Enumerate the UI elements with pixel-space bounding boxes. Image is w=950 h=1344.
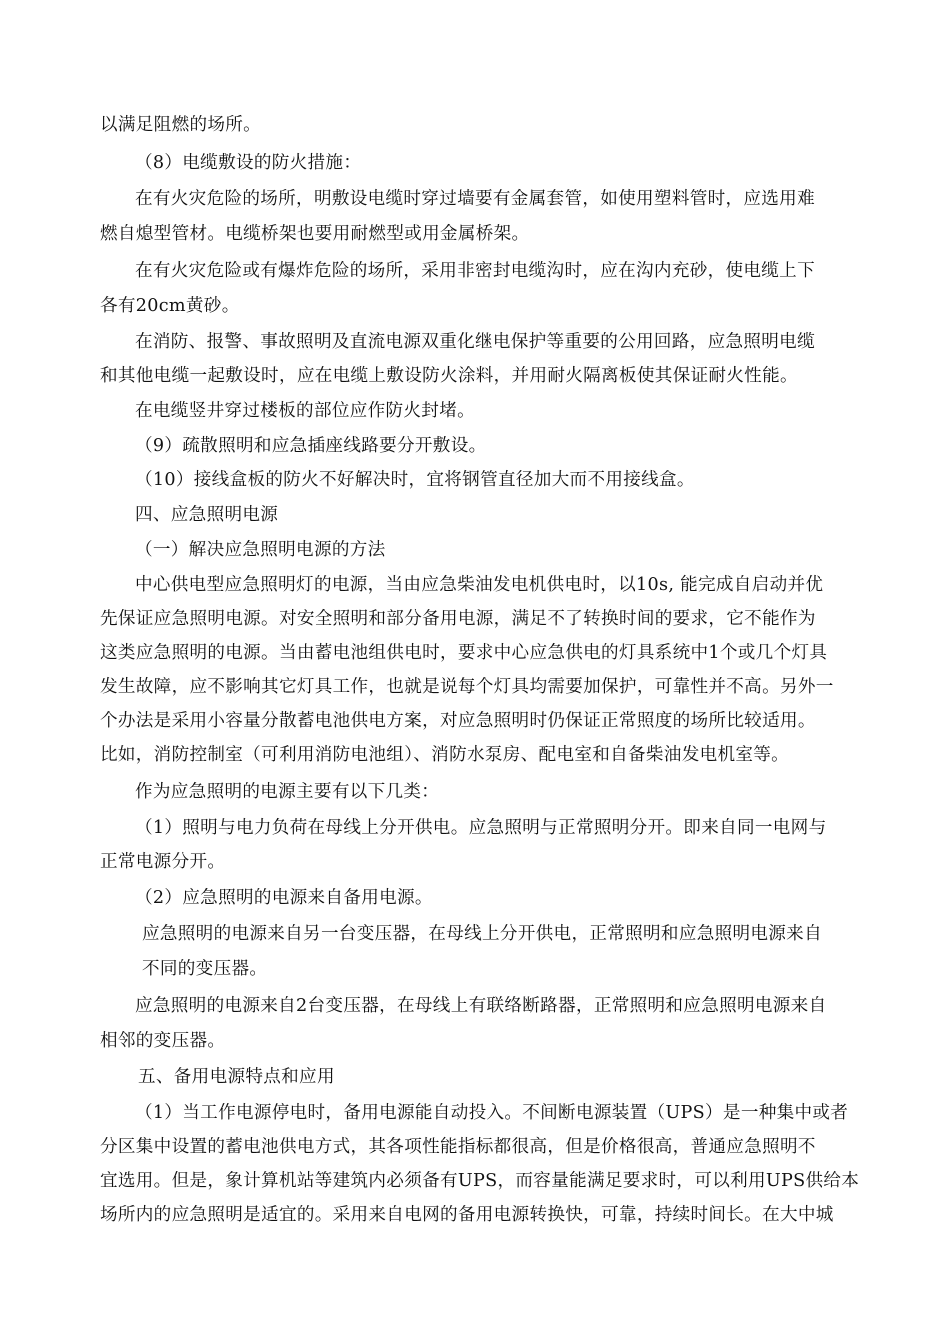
text-line: （2）应急照明的电源来自备用电源。 (135, 888, 433, 908)
text-line: 先保证应急照明电源。对安全照明和部分备用电源，满足不了转换时间的要求，它不能作为 (100, 609, 816, 629)
text-line: 比如，消防控制室（可利用消防电池组）、消防水泵房、配电室和自备柴油发电机室等。 (100, 745, 790, 765)
text-line: 在有火灾危险的场所，明敷设电缆时穿过墙要有金属套管，如使用塑料管时，应选用难 (135, 189, 815, 209)
text-line: （9）疏散照明和应急插座线路要分开敷设。 (135, 436, 487, 456)
text-line: 发生故障，应不影响其它灯具工作，也就是说每个灯具均需要加保护，可靠性并不高。另外一 (100, 677, 834, 697)
text-line: 中心供电型应急照明灯的电源，当由应急柴油发电机供电时，以10s, 能完成自启动并优 (135, 575, 824, 595)
text-line: （10）接线盒板的防火不好解决时，宜将钢管直径加大而不用接线盒。 (135, 470, 695, 490)
text-line: （1）当工作电源停电时，备用电源能自动投入。不间断电源装置（UPS）是一种集中或者 (135, 1103, 849, 1123)
text-line: 各有20cm黄砂。 (100, 296, 240, 316)
text-line: 应急照明的电源来自另一台变压器，在母线上分开供电，正常照明和应急照明电源来自 (142, 924, 822, 944)
text-line: 分区集中设置的蓄电池供电方式，其各项性能指标都很高，但是价格很高，普通应急照明不 (100, 1137, 816, 1157)
section-heading: （一）解决应急照明电源的方法 (135, 540, 386, 560)
text-line: 个办法是采用小容量分散蓄电池供电方案，对应急照明时仍保证正常照度的场所比较适用。 (100, 711, 816, 731)
text-line: 应急照明的电源来自2台变压器，在母线上有联络断路器，正常照明和应急照明电源来自 (135, 996, 827, 1016)
text-line: 这类应急照明的电源。当由蓄电池组供电时，要求中心应急供电的灯具系统中1个或几个灯具 (100, 643, 828, 663)
text-line: 在电缆竖井穿过楼板的部位应作防火封堵。 (135, 401, 475, 421)
text-line: 正常电源分开。 (100, 852, 226, 872)
text-line: 以满足阻燃的场所。 (100, 115, 262, 135)
section-heading: （8）电缆敷设的防火措施： (135, 153, 362, 173)
section-heading: 五、备用电源特点和应用 (138, 1067, 335, 1087)
text-line: （1）照明与电力负荷在母线上分开供电。应急照明与正常照明分开。即来自同一电网与 (135, 818, 827, 838)
text-line: 燃自熄型管材。电缆桥架也要用耐燃型或用金属桥架。 (100, 224, 530, 244)
text-line: 作为应急照明的电源主要有以下几类： (135, 782, 440, 802)
text-line: 不同的变压器。 (142, 959, 268, 979)
text-line: 在有火灾危险或有爆炸危险的场所，采用非密封电缆沟时，应在沟内充砂，使电缆上下 (135, 261, 815, 281)
text-line: 在消防、报警、事故照明及直流电源双重化继电保护等重要的公用回路，应急照明电缆 (135, 332, 815, 352)
section-heading: 四、应急照明电源 (135, 505, 279, 525)
text-line: 和其他电缆一起敷设时，应在电缆上敷设防火涂料，并用耐火隔离板使其保证耐火性能。 (100, 366, 798, 386)
text-line: 宜选用。但是，象计算机站等建筑内必须备有UPS，而容量能满足要求时，可以利用UPS供给本 (100, 1171, 860, 1191)
text-line: 相邻的变压器。 (100, 1031, 226, 1051)
text-line: 场所内的应急照明是适宜的。采用来自电网的备用电源转换快，可靠，持续时间长。在大中城 (100, 1205, 834, 1225)
